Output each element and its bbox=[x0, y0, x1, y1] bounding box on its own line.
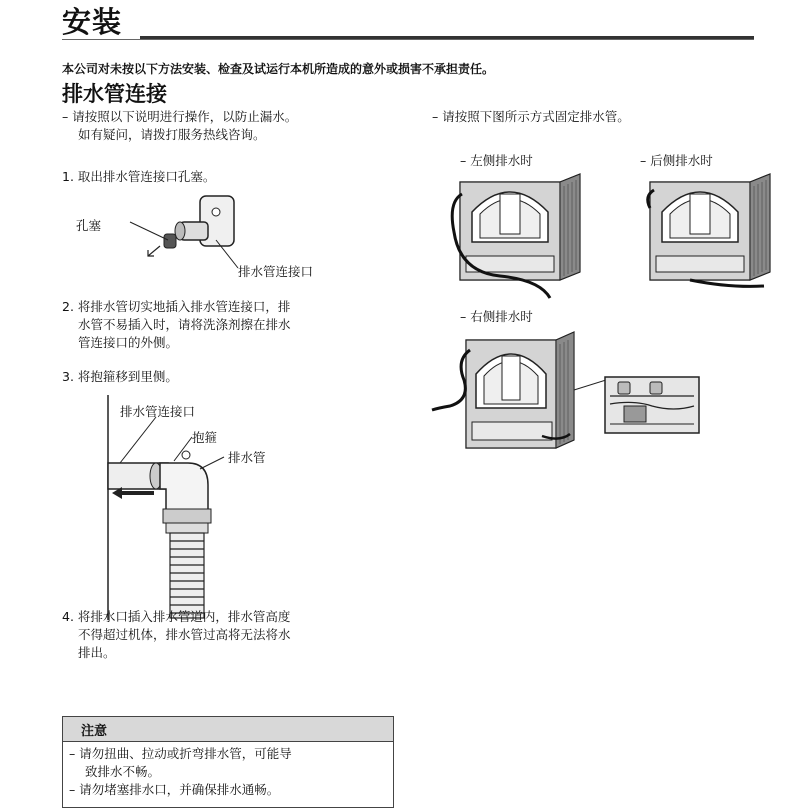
caution-title: 注意 bbox=[81, 724, 108, 739]
caution-item-2: – 请勿堵塞排水口，并确保排水通畅。 bbox=[69, 782, 280, 797]
label-left-drain: – 左侧排水时 bbox=[460, 153, 533, 168]
washer-right-drain-figure bbox=[430, 330, 580, 460]
label-drain-hose: 排水管 bbox=[228, 450, 266, 465]
step-2-line-2: 水管不易插入时，请将洗涤剂擦在排水 bbox=[78, 317, 291, 332]
title-underline bbox=[62, 39, 754, 40]
step-2-line-3: 管连接口的外侧。 bbox=[78, 335, 179, 350]
page-title: 安装 bbox=[62, 5, 123, 39]
step-4-line-3: 排出。 bbox=[78, 645, 116, 660]
figure-hose-clamp bbox=[100, 395, 250, 625]
step-2-line-1: 2. 将排水管切实地插入排水管连接口，排 bbox=[62, 299, 291, 314]
label-clamp: 抱箍 bbox=[192, 430, 218, 445]
caution-box bbox=[62, 716, 394, 808]
label-back-drain: – 后侧排水时 bbox=[640, 153, 713, 168]
step-1-text: 1. 取出排水管连接口孔塞。 bbox=[62, 169, 216, 184]
label-hose-outlet: 排水管连接口 bbox=[120, 404, 196, 419]
right-intro: – 请按照下图所示方式固定排水管。 bbox=[432, 109, 630, 124]
washer-back-drain-figure bbox=[630, 172, 780, 302]
caution-header bbox=[63, 717, 393, 742]
step-4-line-1: 4. 将排水口插入排水管道内，排水管高度 bbox=[62, 609, 291, 624]
section-title: 排水管连接 bbox=[62, 82, 167, 106]
label-plug: 孔塞 bbox=[76, 218, 102, 233]
intro-line-2: 如有疑问，请拨打服务热线咨询。 bbox=[78, 127, 266, 142]
intro-line-1: – 请按照以下说明进行操作，以防止漏水。 bbox=[62, 109, 298, 124]
detail-inset-figure bbox=[604, 376, 700, 434]
caution-item-1-line-2: 致排水不畅。 bbox=[85, 764, 161, 779]
step-4-line-2: 不得超过机体，排水管过高将无法将水 bbox=[78, 627, 291, 642]
label-outlet: 排水管连接口 bbox=[238, 264, 314, 279]
disclaimer-text: 本公司对未按以下方法安装、检查及试运行本机所造成的意外或损害不承担责任。 bbox=[62, 62, 495, 76]
caution-item-1-line-1: – 请勿扭曲、拉动或折弯排水管，可能导 bbox=[69, 746, 292, 761]
label-right-drain: – 右侧排水时 bbox=[460, 309, 533, 324]
washer-left-drain-figure bbox=[440, 172, 590, 302]
figure-plug-removal bbox=[130, 190, 270, 270]
step-3-text: 3. 将抱箍移到里侧。 bbox=[62, 369, 178, 384]
